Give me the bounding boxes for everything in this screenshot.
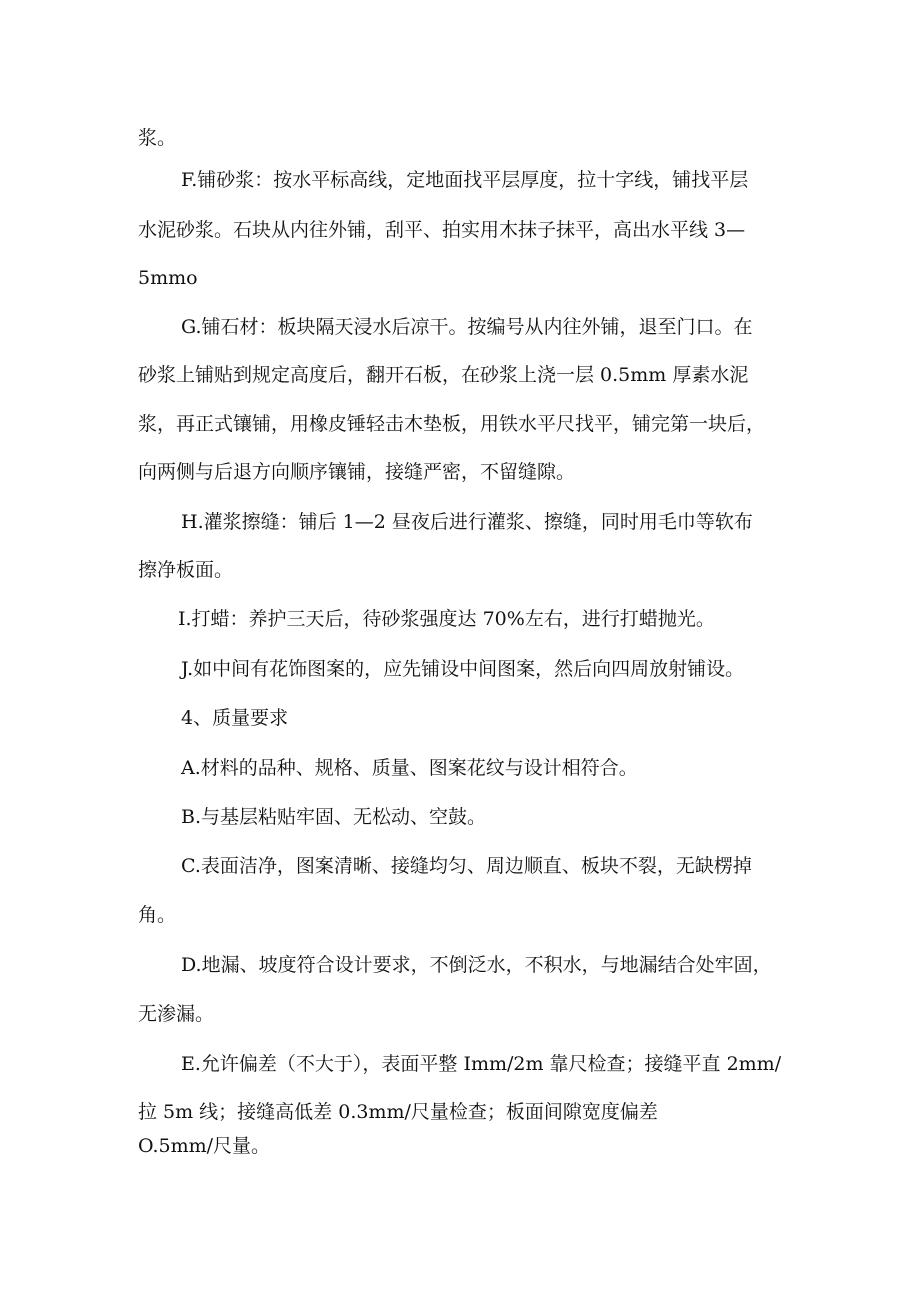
text-line-2: F.铺砂浆：按水平标高线，定地面找平层厚度，拉十字线，铺找平层 bbox=[181, 169, 749, 191]
text-line-9: H.灌浆擦缝：铺后 1—2 昼夜后进行灌浆、擦缝，同时用毛巾等软布 bbox=[181, 511, 753, 533]
text-line-1: 浆。 bbox=[138, 127, 177, 149]
text-line-6: 砂浆上铺贴到规定高度后，翻开石板，在砂浆上浇一层 0.5mm 厚素水泥 bbox=[138, 364, 749, 386]
text-line-12: J.如中间有花饰图案的，应先铺设中间图案，然后向四周放射铺设。 bbox=[181, 658, 745, 680]
text-line-21: 拉 5m 线；接缝高低差 0.3mm∕尺量检查；板面间隙宽度偏差 bbox=[138, 1101, 658, 1123]
text-line-17: 角。 bbox=[138, 904, 177, 926]
text-line-22: O.5mm∕尺量。 bbox=[138, 1135, 271, 1157]
text-line-7: 浆，再正式镶铺，用橡皮锤轻击木垫板，用铁水平尺找平，铺完第一块后， bbox=[138, 413, 766, 435]
text-line-3: 水泥砂浆。石块从内往外铺，刮平、拍实用木抹子抹平，高出水平线 3— bbox=[138, 219, 746, 241]
text-line-10: 擦净板面。 bbox=[138, 559, 234, 581]
text-line-16: C.表面洁净，图案清晰、接缝均匀、周边顺直、板块不裂，无缺楞掉 bbox=[181, 855, 752, 877]
text-line-19: 无渗漏。 bbox=[138, 1003, 215, 1025]
text-line-15: B.与基层粘贴牢固、无松动、空鼓。 bbox=[181, 806, 487, 828]
text-line-4: 5mmo bbox=[138, 267, 198, 289]
text-line-8: 向两侧与后退方向顺序镶铺，接缝严密，不留缝隙。 bbox=[138, 461, 576, 483]
text-line-20: E.允许偏差（不大于），表面平整 Imm∕2m 靠尺检查；接缝平直 2mm∕ bbox=[181, 1053, 782, 1075]
text-line-18: D.地漏、坡度符合设计要求，不倒泛水，不积水，与地漏结合处牢固， bbox=[181, 954, 772, 976]
text-line-11: I.打蜡：养护三天后，待砂浆强度达 70%左右，进行打蜡抛光。 bbox=[178, 608, 715, 630]
text-line-5: G.铺石材：板块隔天浸水后凉干。按编号从内往外铺，退至门口。在 bbox=[181, 316, 753, 338]
text-line-13: 4、质量要求 bbox=[181, 707, 289, 729]
text-line-14: A.材料的品种、规格、质量、图案花纹与设计相符合。 bbox=[181, 757, 638, 779]
